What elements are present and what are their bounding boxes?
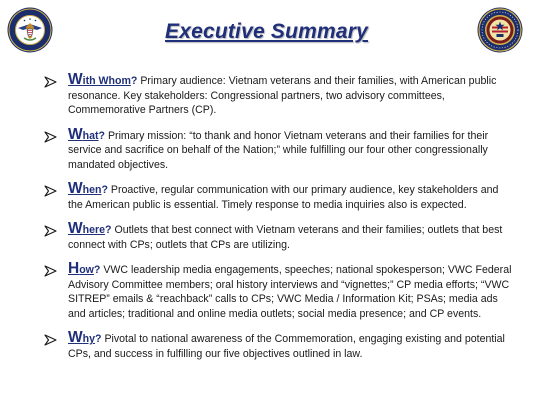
bullet-text: Proactive, regular communication with our primary audience, key stakeholders and the American public is essential. Timely response to media inquiries also is expected. (68, 184, 499, 211)
bullet-item-where (44, 222, 516, 252)
keyword-initial: W (68, 71, 83, 88)
keyword-question-mark: ? (95, 333, 102, 345)
keyword-initial: W (68, 125, 83, 143)
keyword-question-mark: ? (93, 264, 101, 276)
keyword-rest: hen (82, 184, 102, 196)
arrow-bullet-icon (44, 76, 57, 88)
arrow-bullet-icon (44, 225, 57, 237)
bullet-item-what (44, 125, 516, 173)
keyword-rest: hy (82, 333, 96, 345)
keyword-question-mark: ? (105, 224, 112, 236)
bullet-list (44, 73, 516, 361)
keyword-initial: W (68, 329, 83, 346)
keyword-initial: W (68, 220, 83, 237)
keyword-rest: ith Whom (82, 75, 131, 87)
arrow-bullet-icon (44, 265, 57, 277)
bullet-item-with-whom (44, 73, 516, 118)
bullet-text: Pivotal to national awareness of the Commemoration, engaging existing and potential CPs, and success in fulfilling our five objectives outlined in law. (68, 333, 505, 360)
bullet-item-why (44, 331, 516, 361)
keyword-initial: H (68, 260, 80, 277)
keyword-rest: ow (79, 264, 94, 276)
arrow-bullet-icon (44, 185, 57, 197)
keyword-rest: hat (82, 129, 99, 142)
arrow-bullet-icon (44, 131, 57, 143)
bullet-item-how (44, 262, 516, 321)
bullet-text: VWC leadership media engagements, speeches; national spokesperson; VWC Federal Advisory Committee members; oral history interviews and “vignettes;” CP media efforts; “VWC SITREP” emails & “reachback” calls to CPs; VWC Media / Information Kit; PSAs; media ads and articles; traditional and online media outlets; social media presence; and CP events. (68, 264, 512, 320)
keyword-initial: W (68, 180, 83, 197)
keyword-question-mark: ? (130, 75, 138, 87)
keyword-question-mark: ? (98, 129, 106, 142)
bullet-item-when (44, 182, 516, 212)
slide-title: Executive Summary (164, 20, 368, 43)
arrow-bullet-icon (44, 334, 57, 346)
keyword-rest: here (82, 224, 106, 236)
bullet-text: Primary audience: Vietnam veterans and their families, with American public resonance. Key stakeholders: Congressional partners, two advisory committees, Commemorative Partners (CP). (68, 75, 497, 116)
bullet-text: Primary mission: “to thank and honor Vietnam veterans and their families for their service and sacrifice on behalf of the Nation;” while fulfilling our four other congressionally mandated objectives. (68, 129, 489, 171)
keyword-question-mark: ? (101, 184, 108, 196)
bullet-text: Outlets that best connect with Vietnam veterans and their families; outlets that best connect with CPs; outlets that CPs are utilizing. (68, 224, 503, 251)
